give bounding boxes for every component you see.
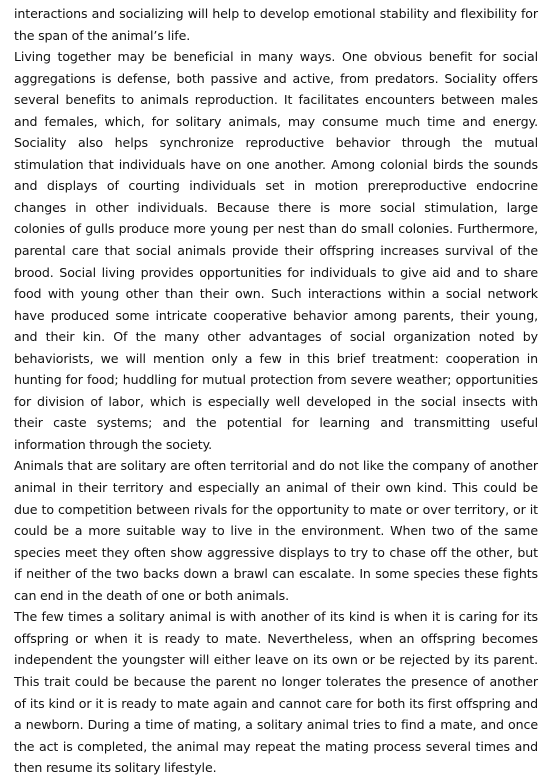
- paragraph-social-benefits: Living together may be beneficial in many ways. One obvious benefit for social aggregations is defense, both passive and active, from predators. Sociality offers several benefits to animals reproduction. It facilitates encounters between males and females, which, for solitary animals, may consume much time and energy. Sociality also helps synchronize reproductive behavior through the mutual stimulation that individuals have on one another. Among colonial birds the sounds and displays of courting individuals set in motion prereproductive endocrine changes in other individuals. Because there is more social stimulation, large colonies of gulls produce more young per nest than do small colonies. Furthermore, parental care that social animals provide their offspring increases survival of the brood. Social living provides opportunities for individuals to give aid and to share food with young other than their own. Such interactions within a social network have produced some intricate cooperative behavior among parents, their young, and their kin. Of the many other advantages of social organization noted by behaviorists, we will mention only a few in this brief treatment: cooperation in hunting for food; huddling for mutual protection from severe weather; opportunities for division of labor, which is especially well developed in the social insects with their caste systems; and the potential for learning and transmitting useful information through the society.: [14, 49, 538, 452]
- paragraph-solitary-territorial: Animals that are solitary are often territorial and do not like the company of another animal in their territory and especially an animal of their own kind. This could be due to competition between rivals for the opportunity to mate or over territory, or it could be a more suitable way to live in the environment. When two of the same species meet they often show aggressive displays to try to chase off the other, but if neither of the two backs down a brawl can escalate. In some species these fights can end in the death of one or both animals.: [14, 458, 538, 603]
- paragraph-continuation: interactions and socializing will help to develop emotional stability and flexibility for the span of the animal’s life.: [14, 6, 538, 43]
- document-body: [14, 3, 538, 779]
- paragraph-solitary-mating: The few times a solitary animal is with another of its kind is when it is caring for its offspring or when it is ready to mate. Nevertheless, when an offspring becomes independent the youngster will either leave on its own or be rejected by its parent. This trait could be because the parent no longer tolerates the presence of another of its kind or it is ready to mate again and cannot care for both its first offspring and a newborn. During a time of mating, a solitary animal tries to find a mate, and once the act is completed, the animal may repeat the mating process several times and then resume its solitary lifestyle.: [14, 609, 538, 776]
